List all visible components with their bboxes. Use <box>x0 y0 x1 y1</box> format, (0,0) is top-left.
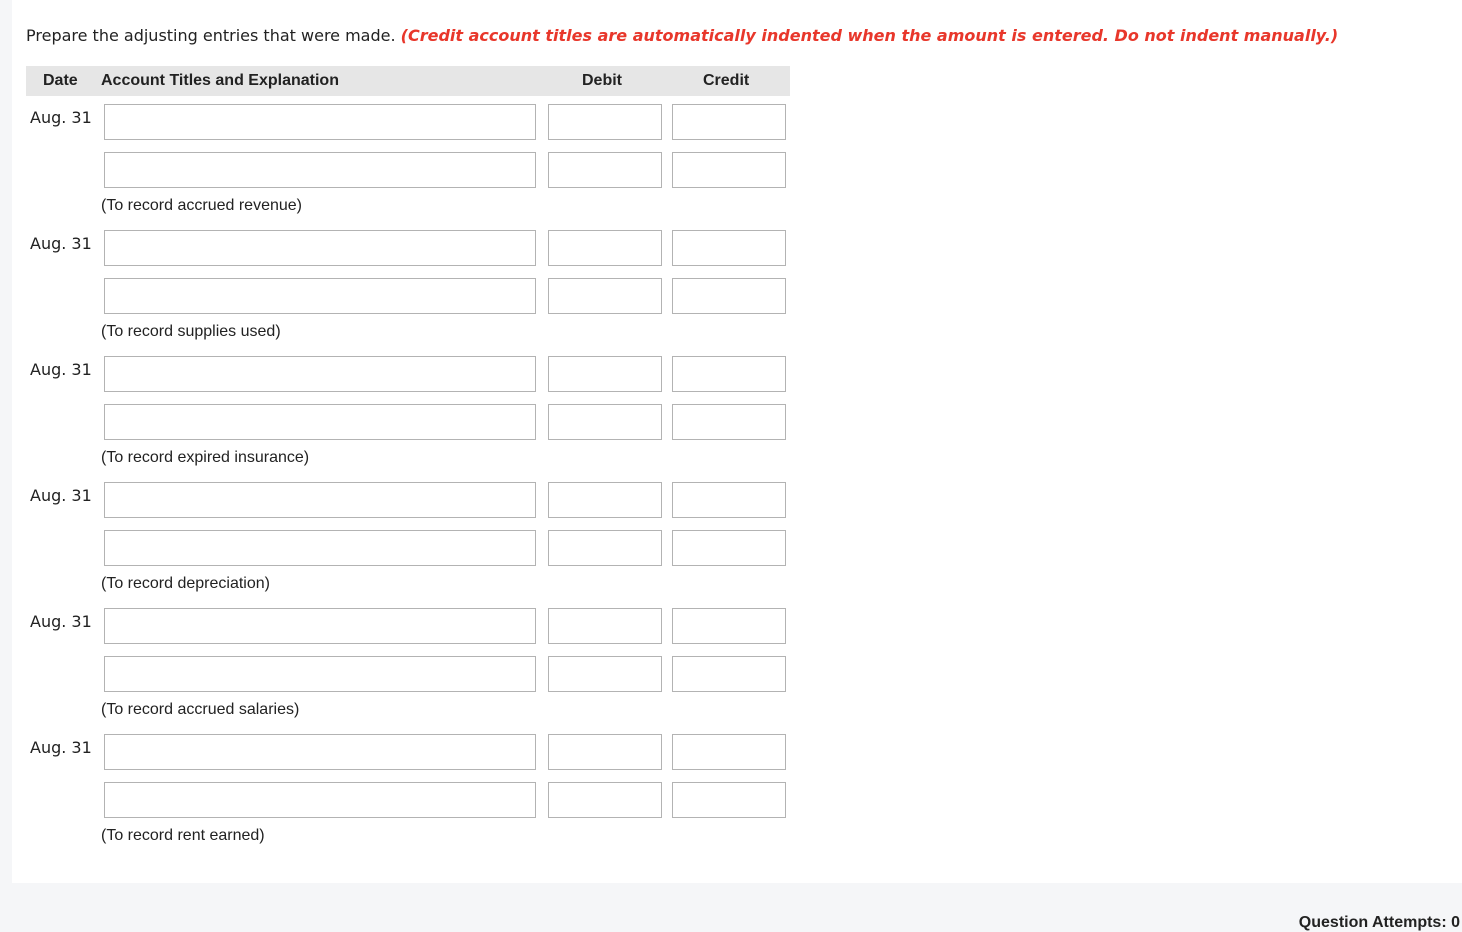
entry-explanation: (To record accrued salaries) <box>101 701 300 718</box>
account-title-field[interactable] <box>104 482 536 518</box>
debit-field[interactable] <box>548 230 662 266</box>
credit-field[interactable] <box>672 278 786 314</box>
credit-field[interactable] <box>672 104 786 140</box>
account-title-field[interactable] <box>104 152 536 188</box>
entry-date: Aug. 31 <box>30 612 92 631</box>
entry-date: Aug. 31 <box>30 738 92 757</box>
debit-field[interactable] <box>548 608 662 644</box>
entry-explanation: (To record depreciation) <box>101 575 270 592</box>
credit-field[interactable] <box>672 230 786 266</box>
account-title-field[interactable] <box>104 230 536 266</box>
credit-field[interactable] <box>672 482 786 518</box>
credit-field[interactable] <box>672 782 786 818</box>
account-title-field[interactable] <box>104 782 536 818</box>
entry-explanation: (To record rent earned) <box>101 827 265 844</box>
account-title-field[interactable] <box>104 278 536 314</box>
header-date: Date <box>43 72 78 89</box>
debit-field[interactable] <box>548 530 662 566</box>
entry-date: Aug. 31 <box>30 108 92 127</box>
question-attempts: Question Attempts: 0 <box>1298 914 1460 931</box>
entry-explanation: (To record expired insurance) <box>101 449 310 466</box>
instruction-text: Prepare the adjusting entries that were made. <box>26 26 396 45</box>
account-title-field[interactable] <box>104 656 536 692</box>
instruction-note: (Credit account titles are automatically indented when the amount is entered. Do not indent manually.) <box>400 26 1339 45</box>
debit-field[interactable] <box>548 782 662 818</box>
journal-table-header <box>26 66 790 96</box>
entry-date: Aug. 31 <box>30 360 92 379</box>
header-credit: Credit <box>703 72 750 89</box>
account-title-field[interactable] <box>104 734 536 770</box>
debit-field[interactable] <box>548 404 662 440</box>
entry-explanation: (To record supplies used) <box>101 323 281 340</box>
header-debit: Debit <box>582 72 622 89</box>
debit-field[interactable] <box>548 104 662 140</box>
debit-field[interactable] <box>548 152 662 188</box>
credit-field[interactable] <box>672 608 786 644</box>
header-account-titles: Account Titles and Explanation <box>101 72 339 89</box>
account-title-field[interactable] <box>104 356 536 392</box>
account-title-field[interactable] <box>104 608 536 644</box>
account-title-field[interactable] <box>104 530 536 566</box>
credit-field[interactable] <box>672 404 786 440</box>
debit-field[interactable] <box>548 656 662 692</box>
entry-date: Aug. 31 <box>30 234 92 253</box>
entry-date: Aug. 31 <box>30 486 92 505</box>
credit-field[interactable] <box>672 152 786 188</box>
credit-field[interactable] <box>672 734 786 770</box>
debit-field[interactable] <box>548 482 662 518</box>
account-title-field[interactable] <box>104 104 536 140</box>
debit-field[interactable] <box>548 734 662 770</box>
entry-explanation: (To record accrued revenue) <box>101 197 302 214</box>
credit-field[interactable] <box>672 656 786 692</box>
debit-field[interactable] <box>548 356 662 392</box>
credit-field[interactable] <box>672 356 786 392</box>
credit-field[interactable] <box>672 530 786 566</box>
instruction <box>26 26 1338 45</box>
account-title-field[interactable] <box>104 404 536 440</box>
debit-field[interactable] <box>548 278 662 314</box>
